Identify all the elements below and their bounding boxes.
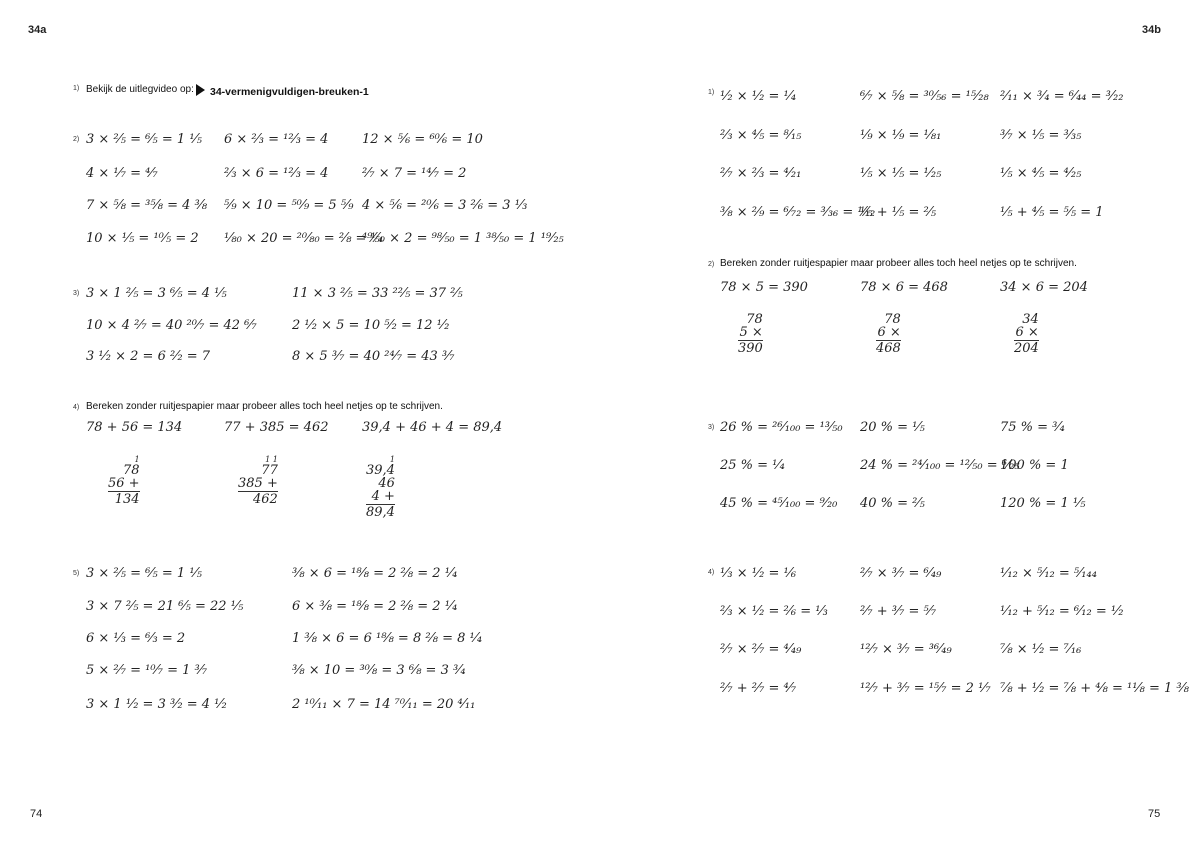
exercise-number: 3) <box>708 424 715 431</box>
math-expression: ¹⁄₁₂ × ⁵⁄₁₂ = ⁵⁄₁₄₄ <box>1000 566 1097 581</box>
math-expression: ²⁄₇ + ³⁄₇ = ⁵⁄₇ <box>860 604 937 619</box>
exercise-number: 4) <box>708 569 715 576</box>
math-expression: 39,4 + 46 + 4 = 89,4 <box>362 420 503 435</box>
math-expression: 4 × ⁵⁄₆ = ²⁰⁄₆ = 3 ²⁄₆ = 3 ¹⁄₃ <box>362 198 528 213</box>
column-multiplication: 78 6 × 468 <box>876 312 901 356</box>
math-expression: 24 % = ²⁴⁄₁₀₀ = ¹²⁄₅₀ = ⁶⁄₂₅ <box>860 458 1020 473</box>
math-expression: ¹⁄₅ + ⁴⁄₅ = ⁵⁄₅ = 1 <box>1000 205 1104 220</box>
math-expression: ¹²⁄₇ + ³⁄₇ = ¹⁵⁄₇ = 2 ¹⁄₇ <box>860 681 991 696</box>
column-addition: 1 39,4 46 4 + 89,4 <box>366 455 395 520</box>
math-expression: ⁵⁄₉ × 10 = ⁵⁰⁄₉ = 5 ⁵⁄₉ <box>224 198 354 213</box>
math-expression: ²⁄₃ × ⁴⁄₅ = ⁸⁄₁₅ <box>720 128 802 143</box>
math-expression: ⁷⁄₈ + ¹⁄₂ = ⁷⁄₈ + ⁴⁄₈ = ¹¹⁄₈ = 1 ³⁄₈ <box>1000 681 1189 696</box>
exercise-number: 3) <box>73 290 80 297</box>
column-multiplication: 34 6 × 204 <box>1014 312 1039 356</box>
column-multiplication: 78 5 × 390 <box>738 312 763 356</box>
video-link[interactable] <box>196 84 369 98</box>
math-expression: 7 × ⁵⁄₈ = ³⁵⁄₈ = 4 ³⁄₈ <box>86 198 208 213</box>
math-expression: 6 × ³⁄₈ = ¹⁸⁄₈ = 2 ²⁄₈ = 2 ¹⁄₄ <box>292 599 458 614</box>
math-expression: ³⁄₈ × 6 = ¹⁸⁄₈ = 2 ²⁄₈ = 2 ¹⁄₄ <box>292 566 458 581</box>
math-expression: 2 ¹⁰⁄₁₁ × 7 = 14 ⁷⁰⁄₁₁ = 20 ⁴⁄₁₁ <box>292 697 476 712</box>
math-expression: 26 % = ²⁶⁄₁₀₀ = ¹³⁄₅₀ <box>720 420 843 435</box>
exercise-number: 2) <box>708 261 715 268</box>
math-expression: 20 % = ¹⁄₅ <box>860 420 925 435</box>
math-expression: ²⁄₃ × ¹⁄₂ = ²⁄₆ = ¹⁄₃ <box>720 604 828 619</box>
math-expression: ²⁄₇ × ²⁄₇ = ⁴⁄₄₉ <box>720 642 802 657</box>
video-link-label: 34-vermenigvuldigen-breuken-1 <box>210 86 369 98</box>
math-expression: 3 × ²⁄₅ = ⁶⁄₅ = 1 ¹⁄₅ <box>86 132 202 147</box>
instruction-text: Bereken zonder ruitjespapier maar probeer alles toch heel netjes op te schrijven. <box>86 401 443 412</box>
math-expression: ¹⁄₃ × ¹⁄₂ = ¹⁄₆ <box>720 566 797 581</box>
math-expression: ²⁄₇ + ²⁄₇ = ⁴⁄₇ <box>720 681 797 696</box>
exercise-number: 1) <box>708 89 715 96</box>
exercise-number: 1) <box>73 85 80 92</box>
math-expression: 5 × ²⁄₇ = ¹⁰⁄₇ = 1 ³⁄₇ <box>86 663 208 678</box>
instruction-text: Bereken zonder ruitjespapier maar probeer alles toch heel netjes op te schrijven. <box>720 258 1077 269</box>
math-expression: 6 × ²⁄₃ = ¹²⁄₃ = 4 <box>224 132 329 147</box>
math-expression: ²⁄₇ × 7 = ¹⁴⁄₇ = 2 <box>362 166 467 181</box>
math-expression: ³⁄₇ × ¹⁄₅ = ³⁄₃₅ <box>1000 128 1082 143</box>
right-page-number: 75 <box>1148 808 1161 820</box>
math-expression: ¹⁄₅ × ⁴⁄₅ = ⁴⁄₂₅ <box>1000 166 1082 181</box>
math-expression: 40 % = ²⁄₅ <box>860 496 925 511</box>
math-expression: 78 × 5 = 390 <box>720 280 808 295</box>
math-expression: 12 × ⁵⁄₆ = ⁶⁰⁄₆ = 10 <box>362 132 483 147</box>
math-expression: ¹²⁄₇ × ³⁄₇ = ³⁶⁄₄₉ <box>860 642 952 657</box>
math-expression: 78 + 56 = 134 <box>86 420 183 435</box>
math-expression: ¹⁄₅ + ¹⁄₅ = ²⁄₅ <box>860 205 937 220</box>
right-page-label: 34b <box>1142 24 1161 36</box>
math-expression: 6 × ¹⁄₃ = ⁶⁄₃ = 2 <box>86 631 186 646</box>
math-expression: 3 ¹⁄₂ × 2 = 6 ²⁄₂ = 7 <box>86 349 211 364</box>
math-expression: ¹⁄₉ × ¹⁄₉ = ¹⁄₈₁ <box>860 128 942 143</box>
math-expression: 3 × ²⁄₅ = ⁶⁄₅ = 1 ¹⁄₅ <box>86 566 202 581</box>
math-expression: ¹⁄₅ × ¹⁄₅ = ¹⁄₂₅ <box>860 166 942 181</box>
math-expression: 120 % = 1 ¹⁄₅ <box>1000 496 1086 511</box>
math-expression: 3 × 1 ²⁄₅ = 3 ⁶⁄₅ = 4 ¹⁄₅ <box>86 286 227 301</box>
math-expression: 10 × ¹⁄₅ = ¹⁰⁄₅ = 2 <box>86 231 199 246</box>
math-expression: ²⁄₁₁ × ³⁄₄ = ⁶⁄₄₄ = ³⁄₂₂ <box>1000 89 1124 104</box>
math-expression: ¹⁄₂ × ¹⁄₂ = ¹⁄₄ <box>720 89 797 104</box>
math-expression: 45 % = ⁴⁵⁄₁₀₀ = ⁹⁄₂₀ <box>720 496 838 511</box>
math-expression: 11 × 3 ²⁄₅ = 33 ²²⁄₅ = 37 ²⁄₅ <box>292 286 463 301</box>
math-expression: ⁷⁄₈ × ¹⁄₂ = ⁷⁄₁₆ <box>1000 642 1082 657</box>
math-expression: 78 × 6 = 468 <box>860 280 948 295</box>
math-expression: 10 × 4 ²⁄₇ = 40 ²⁰⁄₇ = 42 ⁶⁄₇ <box>86 318 257 333</box>
instruction-text: Bekijk de uitlegvideo op: <box>86 84 194 95</box>
math-expression: 25 % = ¹⁄₄ <box>720 458 785 473</box>
math-expression: 1 ³⁄₈ × 6 = 6 ¹⁸⁄₈ = 8 ²⁄₈ = 8 ¹⁄₄ <box>292 631 483 646</box>
play-icon <box>196 84 205 96</box>
math-expression: ²⁄₇ × ³⁄₇ = ⁶⁄₄₉ <box>860 566 942 581</box>
math-expression: ¹⁄₁₂ + ⁵⁄₁₂ = ⁶⁄₁₂ = ¹⁄₂ <box>1000 604 1124 619</box>
exercise-number: 4) <box>73 404 80 411</box>
math-expression: ¹⁄₈₀ × 20 = ²⁰⁄₈₀ = ²⁄₈ = ¹⁄₄ <box>224 231 384 246</box>
left-page-number: 74 <box>30 808 43 820</box>
exercise-number: 2) <box>73 136 80 143</box>
math-expression: ³⁄₈ × ²⁄₉ = ⁶⁄₇₂ = ³⁄₃₆ = ¹⁄₁₂ <box>720 205 876 220</box>
math-expression: 3 × 1 ¹⁄₂ = 3 ³⁄₂ = 4 ¹⁄₂ <box>86 697 227 712</box>
math-expression: 100 % = 1 <box>1000 458 1069 473</box>
math-expression: ²⁄₇ × ²⁄₃ = ⁴⁄₂₁ <box>720 166 802 181</box>
column-addition: 1 1 77 385 + 462 <box>238 455 278 507</box>
math-expression: 4 × ¹⁄₇ = ⁴⁄₇ <box>86 166 158 181</box>
column-addition: 1 78 56 + 134 <box>108 455 140 507</box>
math-expression: 8 × 5 ³⁄₇ = 40 ²⁴⁄₇ = 43 ³⁄₇ <box>292 349 455 364</box>
math-expression: 34 × 6 = 204 <box>1000 280 1088 295</box>
exercise-number: 5) <box>73 570 80 577</box>
math-expression: 2 ¹⁄₂ × 5 = 10 ⁵⁄₂ = 12 ¹⁄₂ <box>292 318 450 333</box>
math-expression: ⁶⁄₇ × ⁵⁄₈ = ³⁰⁄₅₆ = ¹⁵⁄₂₈ <box>860 89 989 104</box>
math-expression: ³⁄₈ × 10 = ³⁰⁄₈ = 3 ⁶⁄₈ = 3 ³⁄₄ <box>292 663 466 678</box>
math-expression: 75 % = ³⁄₄ <box>1000 420 1065 435</box>
math-expression: 3 × 7 ²⁄₅ = 21 ⁶⁄₅ = 22 ¹⁄₅ <box>86 599 244 614</box>
math-expression: ⁴⁹⁄₅₀ × 2 = ⁹⁸⁄₅₀ = 1 ³⁸⁄₅₀ = 1 ¹⁹⁄₂₅ <box>362 231 564 246</box>
math-expression: 77 + 385 = 462 <box>224 420 329 435</box>
math-expression: ²⁄₃ × 6 = ¹²⁄₃ = 4 <box>224 166 329 181</box>
left-page-label: 34a <box>28 24 47 36</box>
